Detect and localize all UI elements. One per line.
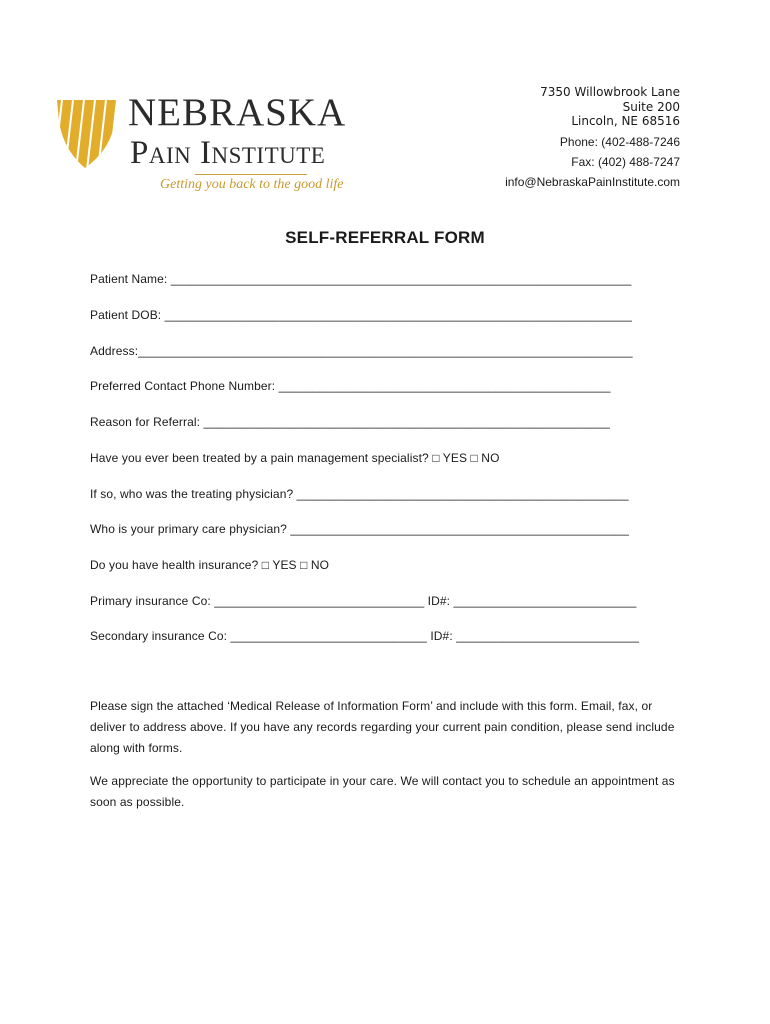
contact-fax: Fax: (402) 488-7247: [571, 154, 680, 169]
reason-field[interactable]: Reason for Referral: ____________________________________________________________: [90, 415, 610, 429]
contact-block: [505, 85, 680, 189]
preferred-phone-field[interactable]: Preferred Contact Phone Number: _________________________________________________: [90, 379, 611, 393]
closing-paragraph: We appreciate the opportunity to participate in your care. We will contact you to schedule an appointment as soon as possible.: [90, 774, 675, 809]
address-city: Lincoln, NE 68516: [571, 114, 680, 128]
address-suite: Suite 200: [622, 99, 680, 114]
address-street: 7350 Willowbrook Lane: [540, 85, 680, 99]
primary-care-field[interactable]: Who is your primary care physician? __________________________________________________: [90, 522, 630, 536]
address-field[interactable]: Address:_________________________________________________________________________: [90, 344, 633, 358]
health-insurance-question[interactable]: Do you have health insurance? □ YES □ NO: [90, 558, 330, 572]
contact-email[interactable]: info@NebraskaPainInstitute.com: [505, 174, 680, 189]
patient-dob-field[interactable]: Patient DOB: _____________________________________________________________________: [90, 308, 633, 322]
primary-insurance-field[interactable]: Primary insurance Co: _______________________________ ID#: ___________________________: [90, 594, 637, 608]
patient-name-field[interactable]: Patient Name: ____________________________________________________________________: [90, 272, 632, 286]
instructions-paragraph: Please sign the attached ‘Medical Release of Information Form’ and include with this form. Email, fax, or deliver to address above. If you have any records regarding your current pain condition, please send include along with forms.: [90, 699, 675, 755]
logo: [55, 90, 375, 200]
shield-logo-icon: [55, 96, 119, 170]
form-title: SELF-REFERRAL FORM: [285, 228, 485, 247]
brand-divider: [195, 174, 307, 175]
brand-name: NEBRASKA: [128, 91, 347, 134]
treated-before-question[interactable]: Have you ever been treated by a pain management specialist? □ YES □ NO: [90, 451, 500, 465]
contact-phone: Phone: (402-488-7246: [559, 134, 680, 149]
brand-tagline: Getting you back to the good life: [160, 177, 344, 192]
brand-subname: Pain Institute: [130, 135, 326, 171]
treating-physician-field[interactable]: If so, who was the treating physician? _________________________________________________: [90, 487, 629, 501]
secondary-insurance-field[interactable]: Secondary insurance Co: _____________________________ ID#: ___________________________: [90, 629, 640, 643]
